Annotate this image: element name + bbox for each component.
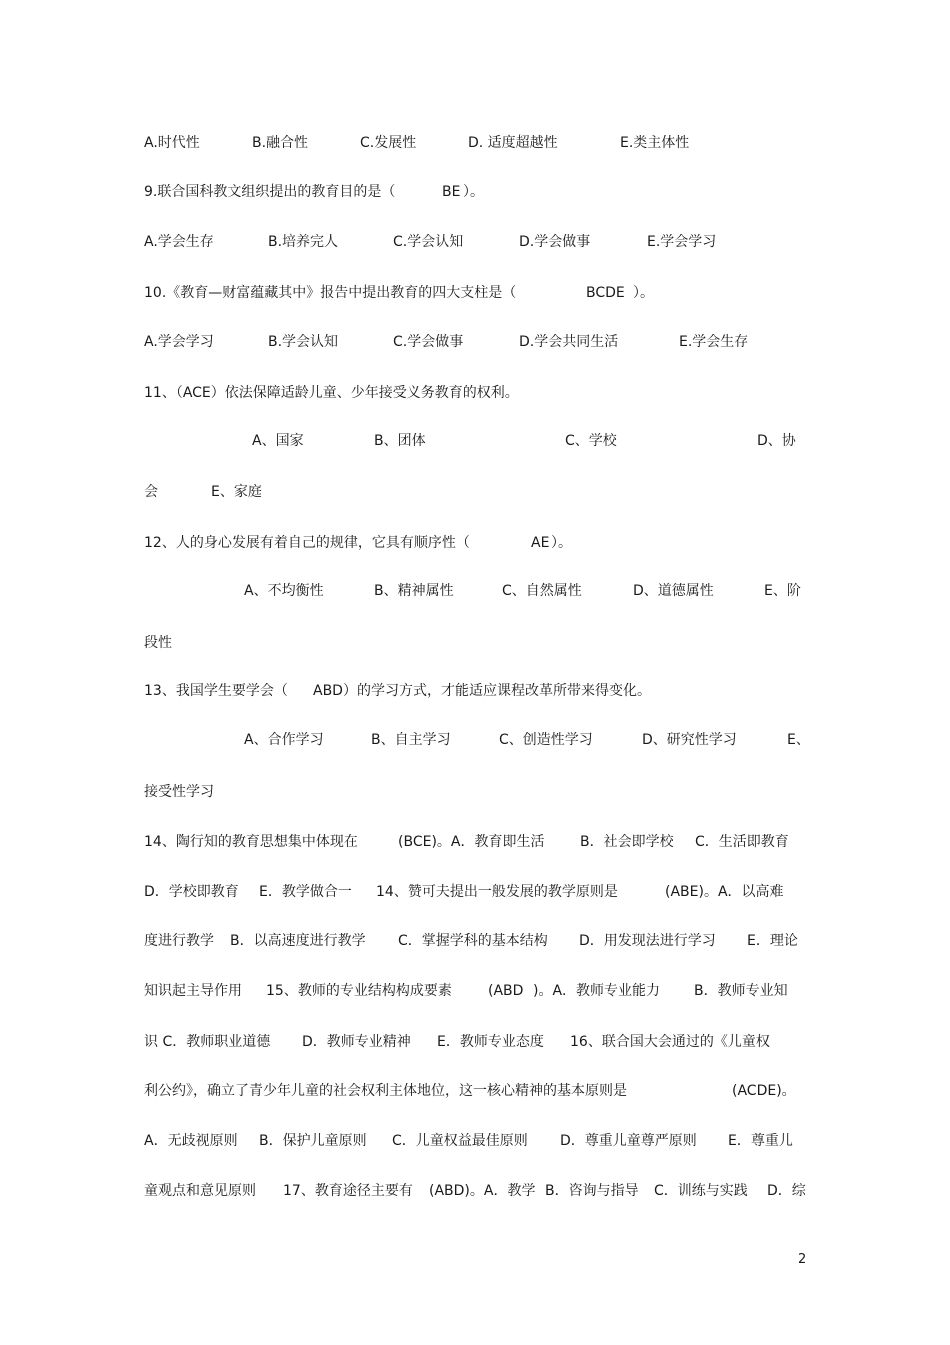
text-segment: 识 C．教师职业道德 bbox=[144, 1034, 271, 1050]
option: D、研究性学习 bbox=[642, 732, 737, 748]
text-segment: 14、陶行知的教育思想集中体现在 bbox=[144, 834, 358, 850]
q12-options-wrap bbox=[0, 634, 950, 652]
option: D、道德属性 bbox=[633, 583, 714, 599]
text-segment: B．社会即学校 bbox=[580, 834, 674, 850]
text-segment: E．教师专业态度 bbox=[437, 1034, 544, 1050]
text-segment: 15、教师的专业结构构成要素 bbox=[266, 983, 452, 999]
option: A.学会学习 bbox=[144, 334, 214, 350]
text-segment: (ACDE)。 bbox=[732, 1083, 796, 1099]
text-segment: B．保护儿童原则 bbox=[259, 1133, 367, 1149]
question-11 bbox=[0, 384, 950, 402]
page-number: 2 bbox=[798, 1252, 807, 1267]
option: B.学会认知 bbox=[268, 334, 339, 350]
option: D.学会共同生活 bbox=[519, 334, 619, 350]
paragraph-line bbox=[0, 1033, 950, 1051]
paragraph-line bbox=[0, 1132, 950, 1150]
question-stem: 13、我国学生要学会（ bbox=[144, 683, 288, 699]
question-13 bbox=[0, 682, 950, 700]
text-segment: 16、联合国大会通过的《儿童权 bbox=[570, 1034, 770, 1050]
text-segment: E．教学做合一 bbox=[259, 884, 352, 900]
question-end: ）。 bbox=[463, 184, 484, 200]
text-segment: D．综 bbox=[767, 1183, 806, 1199]
answer: AE bbox=[531, 535, 550, 551]
question-end: ）。 bbox=[551, 535, 572, 551]
option: E、阶 bbox=[764, 583, 801, 599]
option: A、国家 bbox=[252, 433, 304, 449]
option: B.融合性 bbox=[252, 135, 309, 151]
question-10 bbox=[0, 284, 950, 302]
option: B.培养完人 bbox=[268, 234, 339, 250]
text-segment: D．尊重儿童尊严原则 bbox=[560, 1133, 697, 1149]
text-segment: (BCE)。A．教育即生活 bbox=[398, 834, 545, 850]
text-segment: E．理论 bbox=[747, 933, 798, 949]
text-segment: E．尊重儿 bbox=[728, 1133, 793, 1149]
q11-options bbox=[0, 432, 950, 450]
question-stem: 10.《教育—财富蕴藏其中》报告中提出教育的四大支柱是（ bbox=[144, 285, 517, 301]
text-segment: D．用发现法进行学习 bbox=[579, 933, 716, 949]
q9-options bbox=[0, 233, 950, 251]
option: D.学会做事 bbox=[519, 234, 591, 250]
text-segment: (ABD)。A．教学 bbox=[429, 1183, 536, 1199]
option: C、自然属性 bbox=[502, 583, 582, 599]
answer: ABD bbox=[313, 683, 343, 699]
question-text: 11、（ACE）依法保障适龄儿童、少年接受义务教育的权利。 bbox=[144, 385, 519, 401]
question-12 bbox=[0, 534, 950, 552]
option: B、团体 bbox=[374, 433, 426, 449]
option: C、创造性学习 bbox=[499, 732, 593, 748]
text-segment: 17、教育途径主要有 bbox=[283, 1183, 413, 1199]
text-segment: C．掌握学科的基本结构 bbox=[398, 933, 548, 949]
text-segment: D．学校即教育 bbox=[144, 884, 239, 900]
option: E.学会学习 bbox=[647, 234, 717, 250]
question-stem: 12、人的身心发展有着自己的规律，它具有顺序性（ bbox=[144, 535, 470, 551]
text-segment: 利公约》，确立了青少年儿童的社会权利主体地位，这一核心精神的基本原则是 bbox=[144, 1083, 627, 1099]
option: B、自主学习 bbox=[371, 732, 451, 748]
paragraph-line bbox=[0, 1082, 950, 1100]
option: E、家庭 bbox=[211, 484, 262, 500]
text-segment: B．咨询与指导 bbox=[545, 1183, 639, 1199]
option: D、协 bbox=[757, 433, 796, 449]
option: D. 适度超越性 bbox=[468, 135, 558, 151]
wrapped-text: 会 bbox=[144, 484, 158, 500]
option: A.学会生存 bbox=[144, 234, 214, 250]
paragraph-line bbox=[0, 833, 950, 851]
question-end: ）。 bbox=[633, 285, 654, 301]
paragraph-line bbox=[0, 982, 950, 1000]
option: A、合作学习 bbox=[244, 732, 324, 748]
option: C.发展性 bbox=[360, 135, 417, 151]
text-segment: (ABD bbox=[488, 983, 524, 999]
option: A.时代性 bbox=[144, 135, 200, 151]
text-segment: 14、赞可夫提出一般发展的教学原则是 bbox=[376, 884, 618, 900]
text-segment: D．教师专业精神 bbox=[302, 1034, 411, 1050]
text-segment: C．儿童权益最佳原则 bbox=[392, 1133, 528, 1149]
q12-options bbox=[0, 582, 950, 600]
answer: BCDE bbox=[586, 285, 625, 301]
text-segment: 度进行教学 bbox=[144, 933, 214, 949]
question-9 bbox=[0, 183, 950, 201]
text-segment: C．生活即教育 bbox=[695, 834, 789, 850]
text-segment: 知识起主导作用 bbox=[144, 983, 242, 999]
option: E、 bbox=[787, 732, 810, 748]
paragraph-line bbox=[0, 1182, 950, 1200]
text-segment: 童观点和意见原则 bbox=[144, 1183, 256, 1199]
option: A、不均衡性 bbox=[244, 583, 324, 599]
text-segment: B．教师专业知 bbox=[694, 983, 788, 999]
text-segment: )。A．教师专业能力 bbox=[533, 983, 661, 999]
text-segment: B．以高速度进行教学 bbox=[230, 933, 366, 949]
question-stem: 9.联合国科教文组织提出的教育目的是（ bbox=[144, 184, 396, 200]
q13-options bbox=[0, 731, 950, 749]
option: B、精神属性 bbox=[374, 583, 454, 599]
option: C.学会做事 bbox=[393, 334, 464, 350]
wrapped-text: 接受性学习 bbox=[144, 784, 214, 800]
q11-options-wrap bbox=[0, 483, 950, 501]
wrapped-text: 段性 bbox=[144, 635, 172, 651]
text-segment: C．训练与实践 bbox=[654, 1183, 748, 1199]
option: E.类主体性 bbox=[620, 135, 690, 151]
q8-options bbox=[0, 134, 950, 152]
answer: BE bbox=[442, 184, 461, 200]
question-end: ）的学习方式，才能适应课程改革所带来得变化。 bbox=[343, 683, 651, 699]
text-segment: (ABE)。A．以高难 bbox=[665, 884, 784, 900]
option: C、学校 bbox=[565, 433, 617, 449]
option: E.学会生存 bbox=[679, 334, 749, 350]
option: C.学会认知 bbox=[393, 234, 464, 250]
q13-options-wrap bbox=[0, 783, 950, 801]
paragraph-line bbox=[0, 932, 950, 950]
paragraph-line bbox=[0, 883, 950, 901]
text-segment: A．无歧视原则 bbox=[144, 1133, 238, 1149]
q10-options bbox=[0, 333, 950, 351]
